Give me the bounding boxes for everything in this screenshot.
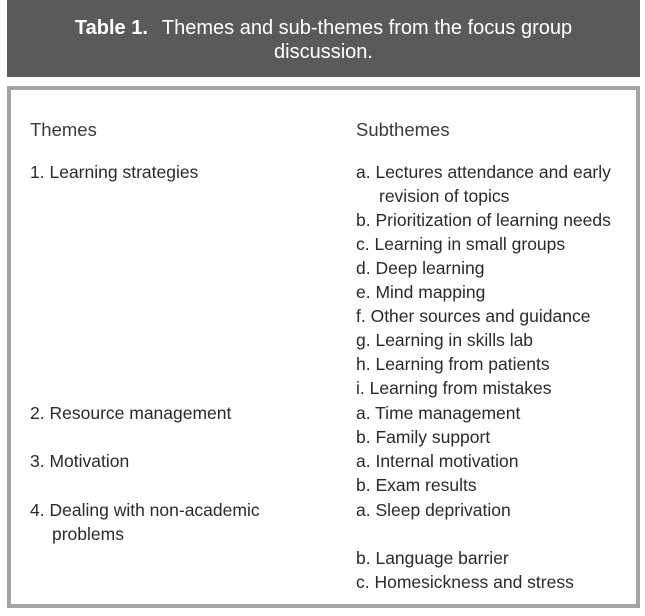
subtheme-item: i. Learning from mistakes [356, 378, 552, 398]
theme-number: 1. [30, 162, 45, 182]
subtheme-item: e. Mind mapping [356, 282, 486, 302]
subtheme-item: c. Homesickness and stress [356, 572, 574, 592]
theme-row [30, 160, 198, 184]
subtheme-item: d. Deep learning [356, 258, 485, 278]
theme-row [30, 401, 231, 425]
theme-text: Resource management [49, 403, 232, 423]
themes-table [7, 86, 640, 608]
subtheme-item: b. Prioritization of learning needs [356, 210, 611, 230]
subtheme-item: a. Time management [356, 403, 521, 423]
theme-number: 4. [30, 500, 45, 520]
subtheme-item: b. Exam results [356, 475, 477, 495]
header-themes: Themes [30, 119, 97, 140]
subtheme-item: b. Language barrier [356, 548, 509, 568]
subtheme-item: a. Sleep deprivation [356, 500, 511, 520]
table-title-line1: Themes and sub-themes from the focus group [161, 17, 573, 39]
header-subthemes: Subthemes [356, 119, 450, 140]
subtheme-item: a. Internal motivation [356, 451, 519, 471]
subtheme-item: a. Lectures attendance and early [356, 162, 611, 182]
subtheme-item: c. Learning in small groups [356, 234, 566, 254]
table-caption [7, 0, 640, 77]
subtheme-item: h. Learning from patients [356, 354, 550, 374]
subtheme-item: f. Other sources and guidance [356, 306, 591, 326]
subtheme-item: b. Family support [356, 427, 491, 447]
theme-row [30, 449, 129, 473]
subtheme-item: g. Learning in skills lab [356, 330, 534, 350]
theme-text-continuation: problems [52, 524, 124, 544]
theme-text: Dealing with non-academic [49, 500, 260, 520]
theme-number: 3. [30, 451, 45, 471]
theme-text: Learning strategies [49, 162, 199, 182]
theme-row [30, 498, 260, 522]
subtheme-item-continuation: revision of topics [379, 186, 510, 206]
table-title-line2: discussion. [274, 41, 373, 63]
theme-text: Motivation [49, 451, 130, 471]
table-label: Table 1. [74, 17, 148, 39]
theme-number: 2. [30, 403, 45, 423]
